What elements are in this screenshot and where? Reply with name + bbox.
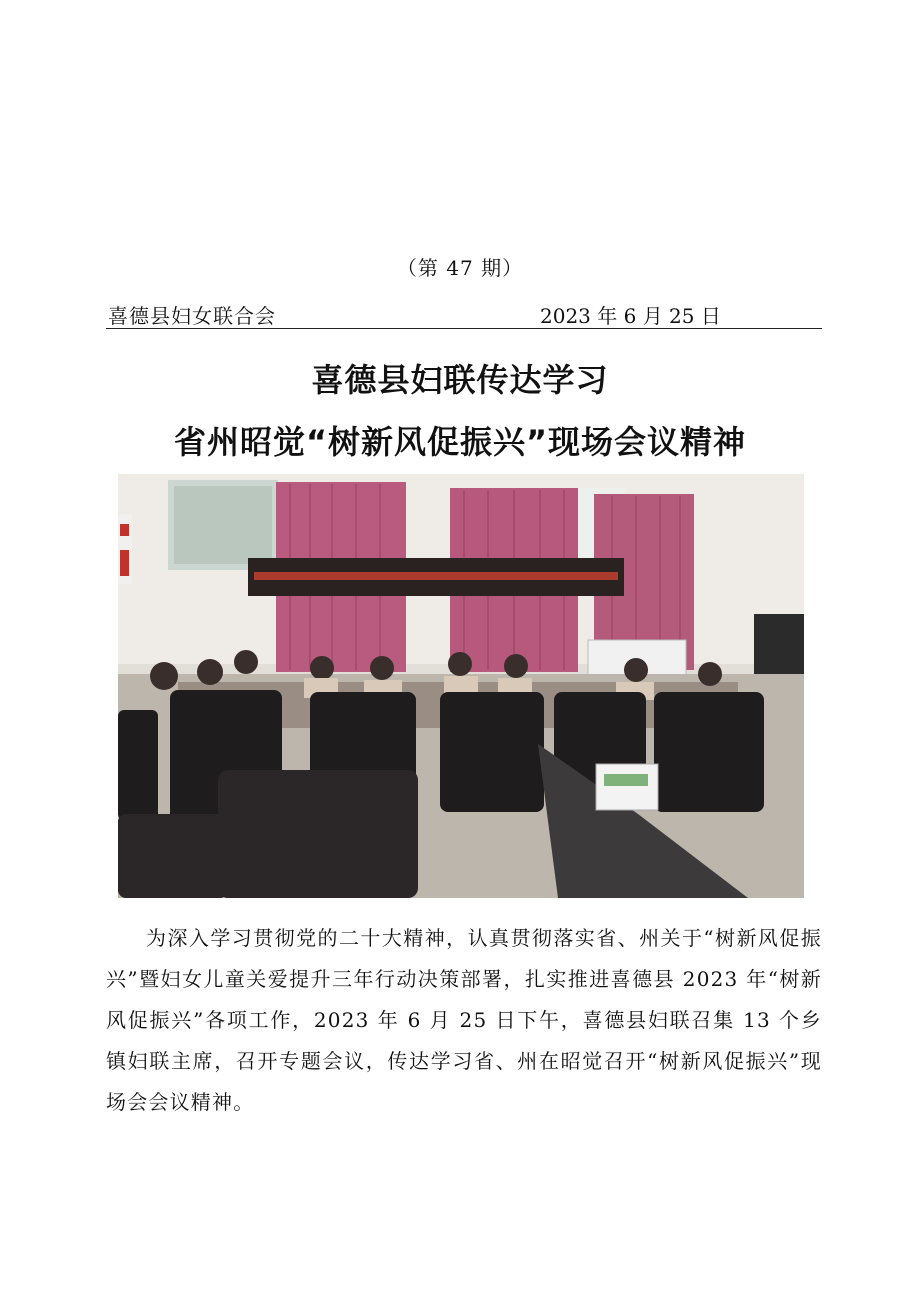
headline-line-2: 省州昭觉“树新风促振兴”现场会议精神 <box>173 423 747 461</box>
document-header <box>106 300 822 329</box>
issue-date: 2023 年 6 月 25 日 <box>540 304 721 328</box>
issue-number: （第 47 期） <box>396 256 524 280</box>
meeting-photo <box>118 474 804 898</box>
issuing-organization: 喜德县妇女联合会 <box>108 304 276 328</box>
headline-line-1: 喜德县妇联传达学习 <box>311 361 609 399</box>
body-paragraph: 为深入学习贯彻党的二十大精神，认真贯彻落实省、州关于“树新风促振兴”暨妇女儿童关爱提升三年行动决策部署，扎实推进喜德县 2023 年“树新风促振兴”各项工作，2023 年 6 月 25 日下午，喜德县妇联召集 13 个乡镇妇联主席，召开专题会议，传达学习省、州在昭觉召开“树新风促振兴”现场会会议精神。 <box>106 926 822 1114</box>
